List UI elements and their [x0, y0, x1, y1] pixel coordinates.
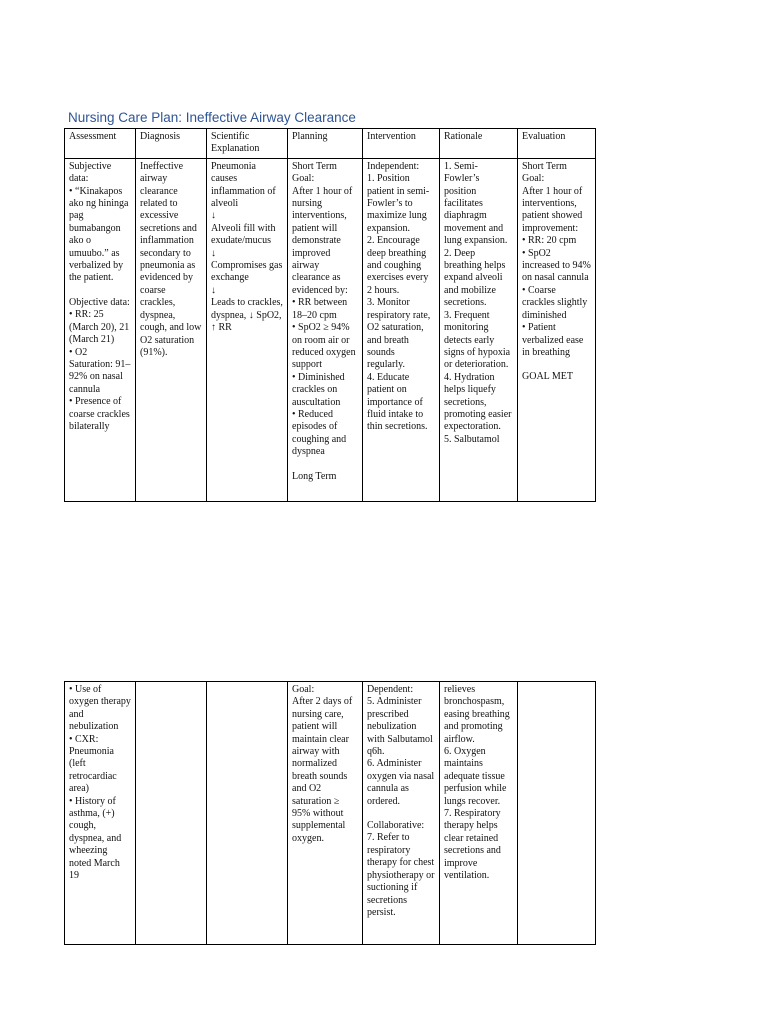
goal-met-label: GOAL MET [522, 371, 574, 383]
assessment-cell [65, 682, 136, 945]
rationale-cell [440, 158, 518, 501]
header-scientific-explanation: Scientific Explanation [207, 129, 288, 159]
scientific-explanation-cell [207, 682, 288, 945]
collaborative-interventions: Collaborative: 7. Refer to respiratory therapy for chest physiotherapy or suctioning if secretions persist. [367, 820, 435, 918]
intervention-cell [363, 682, 440, 945]
short-term-goal: Short Term Goal: After 1 hour of nursing interventions, patient will demonstrate improved airway clearance as evidenced by: • RR between 18–20 cpm • SpO2 ≥ 94% on room air or reduced oxygen support • Diminished crackles on auscultation • Reduced episodes of coughing and dyspnea [292, 160, 356, 458]
assessment-continued: • Use of oxygen therapy and nebulization • CXR: Pneumonia (left retrocardiac area) • History of asthma, (+) cough, dyspnea, and wheezing noted March 19 [69, 684, 131, 882]
diagnosis-cell [136, 158, 207, 501]
rationale-continued: relieves bronchospasm, easing breathing and promoting airflow. 6. Oxygen maintains adequate tissue perfusion while lungs recover. 7. Respiratory therapy helps clear retained secretions and improve ventilation. [444, 684, 510, 882]
document-title: Nursing Care Plan: Ineffective Airway Clearance [68, 110, 356, 125]
objective-data: Objective data: • RR: 25 (March 20), 21 (March 21) • O2 Saturation: 91–92% on nasal cannula • Presence of coarse crackles bilaterally [69, 296, 131, 432]
header-row [65, 129, 596, 159]
table-row [65, 158, 596, 501]
planning-cell [288, 158, 363, 501]
header-evaluation: Evaluation [518, 129, 596, 159]
header-intervention: Intervention [363, 129, 440, 159]
care-plan-table-page2 [64, 681, 596, 945]
explanation-text: Pneumonia causes inflammation of alveoli ↓ Alveoli fill with exudate/mucus ↓ Compromises gas exchange ↓ Leads to crackles, dyspnea, ↓ SpO2, ↑ RR [211, 160, 283, 334]
subjective-data: Subjective data: • “Kinakapos ako ng hininga pag bumabangon ako o umuubo.” as verbalized by the patient. [69, 160, 129, 284]
evaluation-cell [518, 158, 596, 501]
scientific-explanation-cell [207, 158, 288, 501]
long-term-label: Long Term [292, 470, 337, 482]
evaluation-cell [518, 682, 596, 945]
rationale-cell [440, 682, 518, 945]
independent-interventions: Independent: 1. Position patient in semi-Fowler’s to maximize lung expansion. 2. Encourage deep breathing and coughing exercises every 2 hours. 3. Monitor respiratory rate, O2 saturation, and breath sounds regularly. 4. Educate patient on importance of fluid intake to thin secretions. [367, 160, 431, 433]
planning-cell [288, 682, 363, 945]
assessment-cell [65, 158, 136, 501]
diagnosis-cell [136, 682, 207, 945]
intervention-cell [363, 158, 440, 501]
table-row [65, 682, 596, 945]
evaluation-text: Short Term Goal: After 1 hour of interventions, patient showed improvement: • RR: 20 cpm • SpO2 increased to 94% on nasal cannula • Coarse crackles slightly diminished • Patient verbalized ease in breathing [522, 160, 591, 358]
header-planning: Planning [288, 129, 363, 159]
dependent-interventions: Dependent: 5. Administer prescribed nebulization with Salbutamol q6h. 6. Administer oxygen via nasal cannula as ordered. [367, 684, 435, 807]
long-term-goal: Goal: After 2 days of nursing care, patient will maintain clear airway with normalized breath sounds and O2 saturation ≥ 95% without supplemental oxygen. [292, 684, 353, 844]
header-rationale: Rationale [440, 129, 518, 159]
header-diagnosis: Diagnosis [136, 129, 207, 159]
rationale-text: 1. Semi-Fowler’s position facilitates diaphragm movement and lung expansion. 2. Deep breathing helps expand alveoli and mobilize secretions. 3. Frequent monitoring detects early signs of hypoxia or deterioration. 4. Hydration helps liquefy secretions, promoting easier expectoration. 5. Salbutamol [444, 160, 512, 445]
diagnosis-text: Ineffective airway clearance related to excessive secretions and inflammation secondary to pneumonia as evidenced by coarse crackles, dyspnea, cough, and low O2 saturation (91%). [140, 160, 202, 358]
header-assessment: Assessment [65, 129, 136, 159]
care-plan-table-page1 [64, 128, 596, 502]
